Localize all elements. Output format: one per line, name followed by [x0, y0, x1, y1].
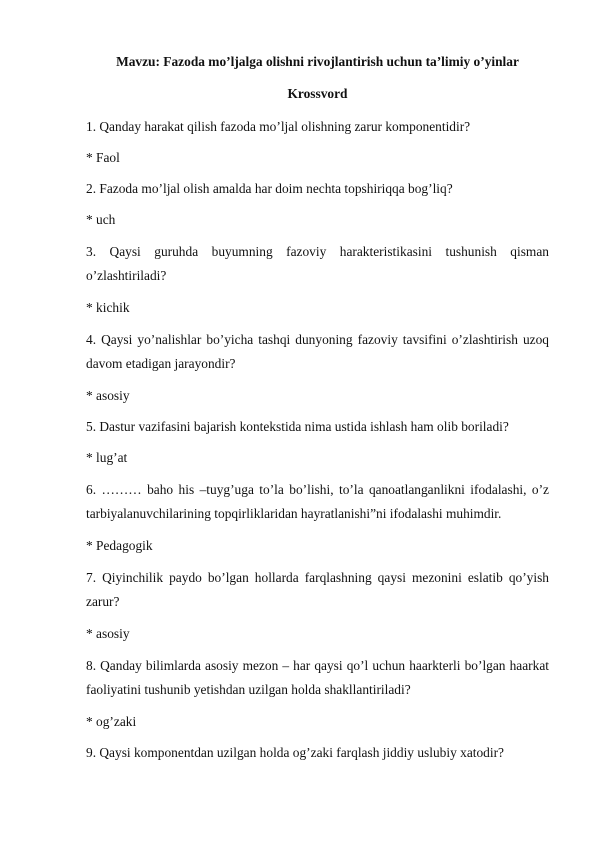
answer-1: * Faol — [86, 150, 120, 165]
question-1: 1. Qanday harakat qilish fazoda mo’ljal olishning zarur komponentidir? — [86, 119, 471, 134]
question-4: 4. Qaysi yo’nalishlar bo’yicha tashqi dunyoning fazoviy tavsifini o’zlashtirish uzoq davom etadigan jarayondir? — [86, 332, 549, 371]
answer-3: * kichik — [86, 300, 130, 315]
question-2: 2. Fazoda mo’ljal olish amalda har doim nechta topshiriqqa bog’liq? — [86, 181, 453, 196]
question-9: 9. Qaysi komponentdan uzilgan holda og’zaki farqlash jiddiy uslubiy xatodir? — [86, 745, 504, 760]
question-7: 7. Qiyinchilik paydo bo’lgan hollarda farqlashning qaysi mezonini eslatib qo’yish zarur? — [86, 570, 549, 609]
answer-8: * og’zaki — [86, 714, 137, 729]
answer-4: * asosiy — [86, 388, 130, 403]
document-title: Mavzu: Fazoda mo’ljalga olishni rivojlantirish uchun ta’limiy o’yinlar — [116, 54, 519, 69]
document-page — [86, 53, 549, 773]
answer-5: * lug’at — [86, 450, 128, 465]
answer-7: * asosiy — [86, 626, 130, 641]
answer-2: * uch — [86, 212, 116, 227]
question-6: 6. ……… baho his –tuyg’uga to’la bo’lishi, to’la qanoatlanganlikni ifodalashi, o’z tarbiyalanuvchilarining topqirliklaridan hayratlanishi”ni ifodalashi muhimdir. — [86, 482, 549, 521]
answer-6: * Pedagogik — [86, 538, 153, 553]
document-subtitle: Krossvord — [287, 86, 348, 101]
question-3: 3. Qaysi guruhda buyumning fazoviy harakteristikasini tushunish qisman o’zlashtiriladi? — [86, 244, 549, 283]
question-8: 8. Qanday bilimlarda asosiy mezon – har qaysi qo’l uchun haarkterli bo’lgan haarkat faoliyatini tushunib yetishdan uzilgan holda shakllantiriladi? — [86, 658, 549, 697]
question-5: 5. Dastur vazifasini bajarish kontekstida nima ustida ishlash ham olib boriladi? — [86, 419, 509, 434]
